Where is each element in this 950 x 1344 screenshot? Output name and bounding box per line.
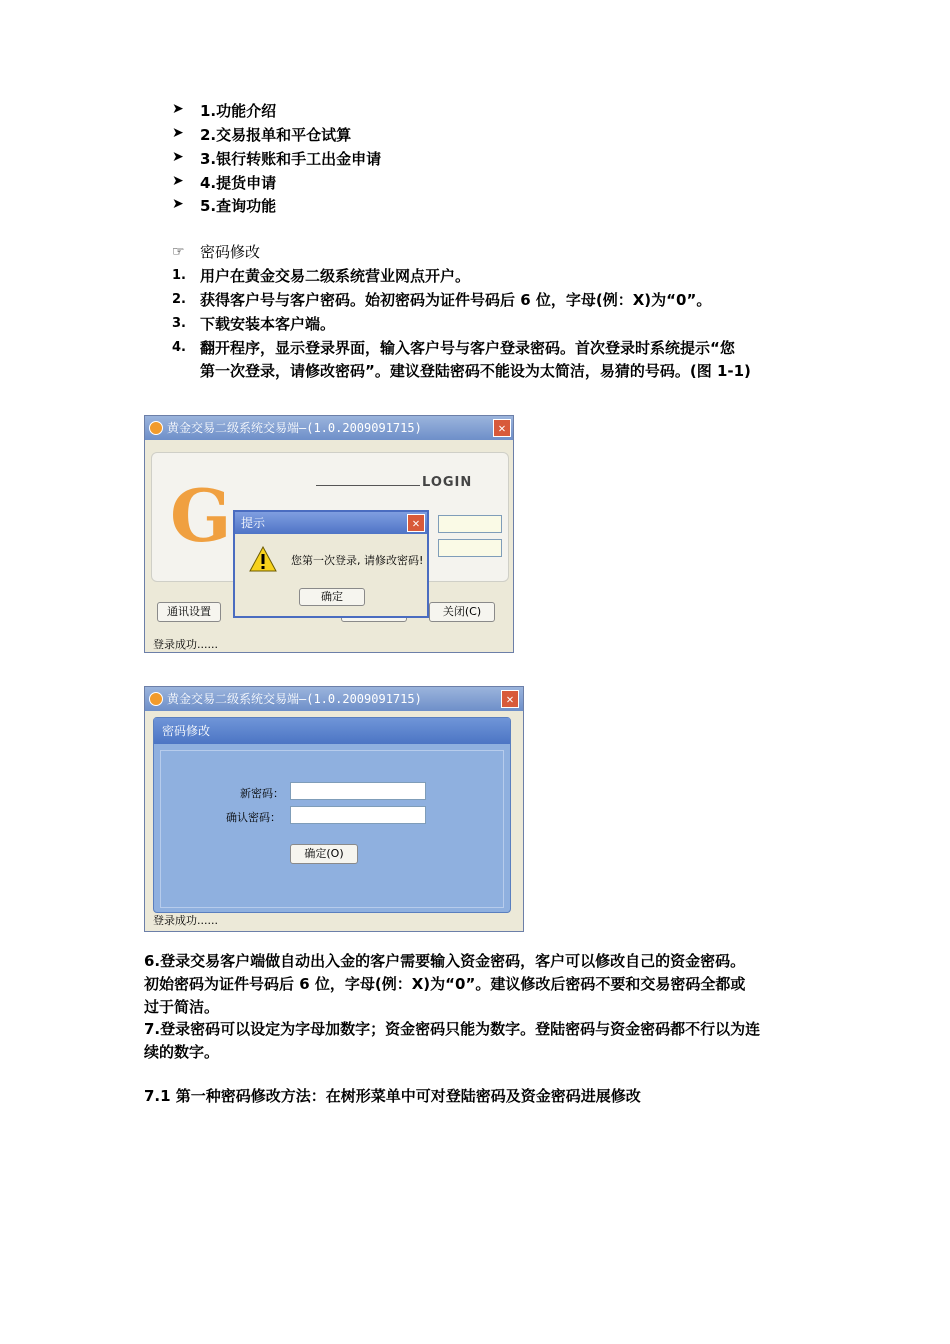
status-text: 登录成功...... (153, 914, 218, 927)
step-text: 下载安装本客户端。 (200, 315, 336, 333)
paragraph-line: 7.登录密码可以设定为字母加数字；资金密码只能为数字。登陆密码与资金密码都不行以为连 (144, 1020, 761, 1038)
divider (316, 485, 420, 486)
paragraph-line: 过于简洁。 (144, 998, 220, 1016)
step-number: 4. (172, 340, 186, 355)
window-title: 黄金交易二级系统交易端—(1.0.2009091715) (167, 421, 422, 435)
dialog-title: 提示 (241, 516, 266, 530)
login-window-screenshot (144, 415, 514, 653)
panel-body (160, 750, 504, 908)
window-title: 黄金交易二级系统交易端—(1.0.2009091715) (167, 692, 422, 706)
arrow-bullet-icon: ➤ (172, 196, 184, 212)
dialog-titlebar (235, 512, 427, 534)
logo-g-icon: G (170, 473, 232, 558)
warning-icon (249, 546, 277, 572)
app-logo-icon (149, 421, 163, 435)
menu-item: 1.功能介绍 (200, 102, 277, 120)
pointing-hand-icon: ☞ (172, 244, 185, 260)
step-number: 1. (172, 268, 186, 283)
new-password-input[interactable] (290, 782, 426, 800)
step-text: 翻开程序，显示登录界面，输入客户号与客户登录密码。首次登录时系统提示“您 (200, 339, 735, 357)
window-titlebar (145, 687, 523, 711)
menu-item: 3.银行转账和手工出金申请 (200, 150, 382, 168)
arrow-bullet-icon: ➤ (172, 101, 184, 117)
step-text: 用户在黄金交易二级系统营业网点开户。 (200, 267, 471, 285)
arrow-bullet-icon: ➤ (172, 149, 184, 165)
arrow-bullet-icon: ➤ (172, 173, 184, 189)
prompt-dialog (233, 510, 429, 618)
status-text: 登录成功...... (153, 638, 218, 651)
window-titlebar (145, 416, 513, 440)
step-text: 获得客户号与客户密码。始初密码为证件号码后 6 位，字母(例：X)为“0”。 (200, 291, 712, 309)
confirm-password-input[interactable] (290, 806, 426, 824)
paragraph-line: 初始密码为证件号码后 6 位，字母(例：X)为“0”。建议修改后密码不要和交易密码全都或 (144, 975, 746, 993)
close-icon[interactable]: ✕ (493, 419, 511, 437)
paragraph-line: 续的数字。 (144, 1043, 220, 1061)
arrow-bullet-icon: ➤ (172, 125, 184, 141)
close-icon[interactable]: ✕ (407, 514, 425, 532)
account-input[interactable] (438, 515, 502, 533)
ok-button[interactable]: 确定(O) (290, 844, 358, 864)
panel-title: 密码修改 (154, 718, 510, 744)
password-panel (153, 717, 511, 913)
paragraph-7-1: 7.1 第一种密码修改方法：在树形菜单中可对登陆密码及资金密码进展修改 (144, 1087, 641, 1105)
menu-item: 5.查询功能 (200, 197, 277, 215)
close-icon[interactable]: ✕ (501, 690, 519, 708)
password-input[interactable] (438, 539, 502, 557)
menu-item: 4.提货申请 (200, 174, 277, 192)
app-logo-icon (149, 692, 163, 706)
dialog-message: 您第一次登录, 请修改密码! (291, 554, 424, 567)
step-text: 第一次登录，请修改密码”。建议登陆密码不能设为太简洁，易猜的号码。(图 1-1) (200, 362, 751, 380)
section-title: 密码修改 (200, 243, 261, 261)
comm-settings-button[interactable]: 通讯设置 (157, 602, 221, 622)
dialog-ok-button[interactable]: 确定 (299, 588, 365, 606)
login-label: LOGIN (422, 475, 473, 490)
step-number: 2. (172, 292, 186, 307)
menu-item: 2.交易报单和平仓试算 (200, 126, 352, 144)
confirm-password-label: 确认密码： (226, 811, 281, 824)
step-number: 3. (172, 316, 186, 331)
new-password-label: 新密码： (240, 787, 284, 800)
close-button[interactable]: 关闭(C) (429, 602, 495, 622)
paragraph-line: 6.登录交易客户端做自动出入金的客户需要输入资金密码，客户可以修改自己的资金密码。 (144, 952, 746, 970)
password-change-window-screenshot (144, 686, 524, 932)
